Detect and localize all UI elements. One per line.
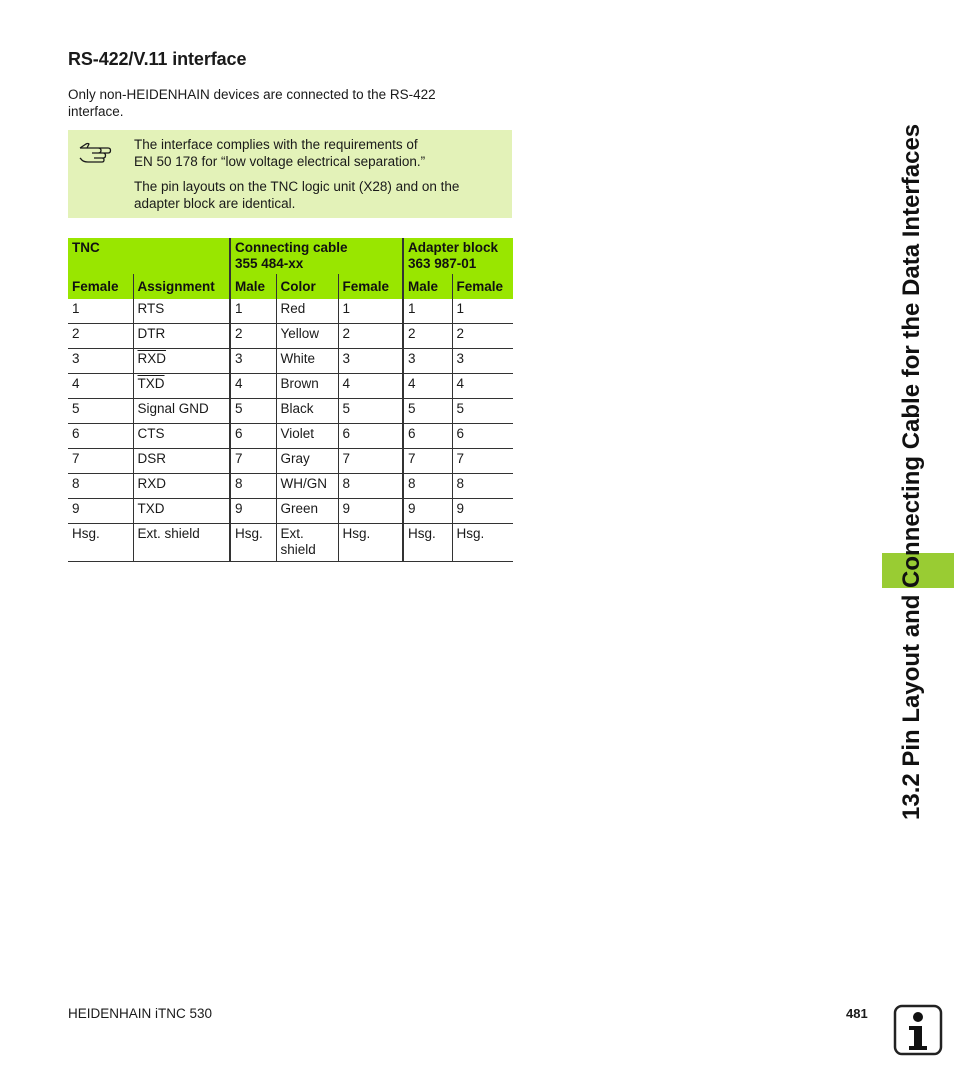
table-cell: Signal GND [133, 399, 230, 424]
table-cell: 4 [403, 374, 452, 399]
table-cell: 5 [403, 399, 452, 424]
group-header-cable [230, 238, 403, 274]
table-row [68, 424, 513, 449]
group-header-adapter-line2: 363 987-01 [408, 256, 477, 271]
column-header: Male [230, 274, 276, 299]
table-cell: White [276, 349, 338, 374]
table-cell: Hsg. [338, 524, 403, 562]
table-row [68, 324, 513, 349]
table-cell: 4 [452, 374, 513, 399]
group-header-adapter-line1: Adapter block [408, 240, 499, 255]
table-cell: 2 [230, 324, 276, 349]
table-cell: 4 [68, 374, 133, 399]
table-cell [133, 349, 230, 374]
table-cell: Red [276, 299, 338, 324]
table-cell: RXD [133, 474, 230, 499]
table-row [68, 349, 513, 374]
table-cell: 2 [403, 324, 452, 349]
table-cell [133, 374, 230, 399]
table-cell: 3 [403, 349, 452, 374]
table-row [68, 399, 513, 424]
table-cell: 6 [230, 424, 276, 449]
table-row [68, 474, 513, 499]
table-cell: 7 [338, 449, 403, 474]
table-cell: 9 [338, 499, 403, 524]
table-cell: 6 [452, 424, 513, 449]
table-cell: DTR [133, 324, 230, 349]
table-cell: 9 [230, 499, 276, 524]
info-icon [893, 1004, 943, 1056]
table-cell: CTS [133, 424, 230, 449]
note-paragraph-1 [134, 137, 504, 170]
table-cell: WH/GN [276, 474, 338, 499]
pointing-hand-icon [78, 139, 112, 165]
table-cell: 9 [452, 499, 513, 524]
column-header: Male [403, 274, 452, 299]
table-cell: DSR [133, 449, 230, 474]
table-cell: 3 [338, 349, 403, 374]
table-cell: 1 [338, 299, 403, 324]
group-header-cable-line1: Connecting cable [235, 240, 348, 255]
table-row [68, 374, 513, 399]
table-cell: 5 [68, 399, 133, 424]
table-cell: 1 [230, 299, 276, 324]
table-cell: 1 [403, 299, 452, 324]
table-cell: 9 [403, 499, 452, 524]
table-cell: Brown [276, 374, 338, 399]
signal-rxd-inverted: $\overline{RXD}$ [137, 351, 167, 366]
group-header-adapter [403, 238, 513, 274]
note-line-2: EN 50 178 for “low voltage electrical separation.” [134, 153, 426, 169]
table-cell: 3 [68, 349, 133, 374]
chapter-side-title: 13.2 Pin Layout and Connecting Cable for the Data Interfaces [898, 123, 925, 820]
table-cell: 2 [452, 324, 513, 349]
table-cell: Black [276, 399, 338, 424]
column-header: Assignment [133, 274, 230, 299]
table-row [68, 524, 513, 562]
table-cell: 6 [68, 424, 133, 449]
table-cell: Ext. shield [133, 524, 230, 562]
note-paragraph-2: The pin layouts on the TNC logic unit (X28) and on the adapter block are identical. [134, 179, 460, 211]
table-cell: 4 [230, 374, 276, 399]
note-box [68, 130, 512, 218]
signal-txd-inverted: $\overline{TXD}$ [137, 376, 165, 391]
table-row [68, 449, 513, 474]
table-cell: 1 [68, 299, 133, 324]
pin-layout-table [68, 238, 513, 562]
table-cell: 3 [452, 349, 513, 374]
table-row [68, 499, 513, 524]
table-cell: Gray [276, 449, 338, 474]
page-number: 481 [846, 1006, 868, 1021]
table-cell: Hsg. [403, 524, 452, 562]
table-cell: 8 [452, 474, 513, 499]
table-cell: 5 [338, 399, 403, 424]
table-cell: Hsg. [452, 524, 513, 562]
column-header: Color [276, 274, 338, 299]
table-cell: Hsg. [230, 524, 276, 562]
table-cell: Ext. shield [276, 524, 338, 562]
table-cell: 6 [338, 424, 403, 449]
table-cell: 8 [230, 474, 276, 499]
column-header: Female [338, 274, 403, 299]
table-cell: 2 [68, 324, 133, 349]
table-cell: 5 [230, 399, 276, 424]
group-header-cable-line2: 355 484-xx [235, 256, 304, 271]
note-line-1: The interface complies with the requirements of [134, 137, 418, 152]
table-cell: 7 [68, 449, 133, 474]
group-header-tnc: TNC [68, 238, 230, 274]
footer-product-name: HEIDENHAIN iTNC 530 [68, 1006, 213, 1021]
table-cell: Hsg. [68, 524, 133, 562]
table-cell: RTS [133, 299, 230, 324]
table-cell: 7 [452, 449, 513, 474]
table-cell: 6 [403, 424, 452, 449]
table-cell: 7 [230, 449, 276, 474]
table-row [68, 299, 513, 324]
table-cell: 2 [338, 324, 403, 349]
table-cell: 9 [68, 499, 133, 524]
table-cell: 7 [403, 449, 452, 474]
table-cell: 1 [452, 299, 513, 324]
table-cell: 4 [338, 374, 403, 399]
table-cell: Green [276, 499, 338, 524]
table-cell: TXD [133, 499, 230, 524]
table-cell: 8 [68, 474, 133, 499]
column-header: Female [68, 274, 133, 299]
table-cell: 3 [230, 349, 276, 374]
intro-text: Only non-HEIDENHAIN devices are connected to the RS-422 interface. [68, 87, 436, 119]
table-cell: 5 [452, 399, 513, 424]
table-cell: 8 [403, 474, 452, 499]
table-cell: Yellow [276, 324, 338, 349]
table-cell: 8 [338, 474, 403, 499]
table-cell: Violet [276, 424, 338, 449]
column-header: Female [452, 274, 513, 299]
section-title: RS-422/V.11 interface [68, 49, 247, 69]
